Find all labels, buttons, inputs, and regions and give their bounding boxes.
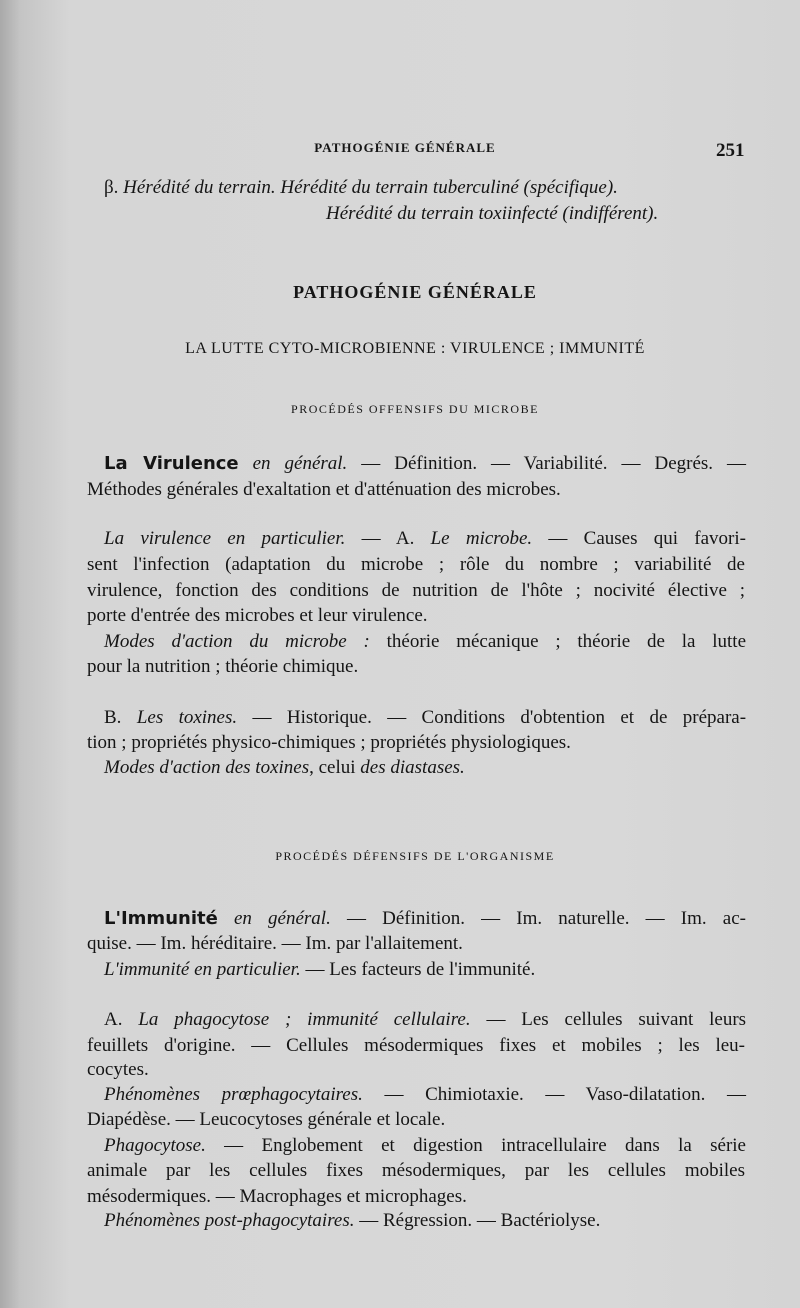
immunity-line-1: L'Immunité en général. — Définition. — Im. naturelle. — Im. ac-	[104, 908, 747, 929]
phagocytose-line-1: Phagocytose. — Englobement et digestion intracellulaire dans la série	[104, 1135, 746, 1156]
particular-line-1: La virulence en particulier. — A. Le microbe. — Causes qui favori-	[104, 528, 746, 549]
prephagocytic-line-1: Phénomènes prœphagocytaires. — Chimiotaxie. — Vaso-dilatation. —	[104, 1084, 747, 1105]
running-header: PATHOGÉNIE GÉNÉRALE	[314, 140, 496, 155]
phagocytosis-line-2: feuillets d'origine. — Cellules mésodermiques fixes et mobiles ; les leu-	[87, 1035, 745, 1056]
main-title: PATHOGÉNIE GÉNÉRALE	[293, 282, 537, 302]
phagocytose-line-3: mésodermiques. — Macrophages et microphages.	[87, 1186, 467, 1207]
immunity-line-2: quise. — Im. héréditaire. — Im. par l'allaitement.	[87, 933, 463, 954]
virulence-line-1: La Virulence en général. — Définition. — Variabilité. — Degrés. —	[104, 453, 747, 474]
phagocytosis-line-1: A. La phagocytose ; immunité cellulaire. — Les cellules suivant leurs	[104, 1009, 747, 1030]
intro-line-1: β. Hérédité du terrain. Hérédité du terrain tuberculiné (spécifique).	[104, 177, 618, 198]
modes-microbe-line-1: Modes d'action du microbe : théorie mécanique ; théorie de la lutte	[104, 631, 746, 652]
modes-microbe-line-2: pour la nutrition ; théorie chimique.	[87, 656, 359, 677]
particular-line-4: porte d'entrée des microbes et leur virulence.	[87, 605, 428, 626]
particular-line-2: sent l'infection (adaptation du microbe ; rôle du nombre ; variabilité de	[87, 554, 745, 575]
modes-toxins-line: Modes d'action des toxines, celui des diastases.	[104, 757, 465, 778]
phagocytose-line-2: animale par les cellules fixes mésodermiques, par les cellules mobiles	[87, 1160, 745, 1181]
section-heading-offensive: PROCÉDÉS OFFENSIFS DU MICROBE	[291, 402, 539, 416]
intro-line-2: Hérédité du terrain toxiinfecté (indifférent).	[326, 203, 659, 224]
postphagocytic-line: Phénomènes post-phagocytaires. — Régression. — Bactériolyse.	[104, 1210, 601, 1231]
immunity-particular-line: L'immunité en particulier. — Les facteurs de l'immunité.	[104, 959, 536, 980]
toxins-line-2: tion ; propriétés physico-chimiques ; propriétés physiologiques.	[87, 732, 571, 753]
virulence-line-2: Méthodes générales d'exaltation et d'atténuation des microbes.	[87, 479, 561, 500]
toxins-line-1: B. Les toxines. — Historique. — Conditions d'obtention et de prépara-	[104, 707, 747, 728]
page-number: 251	[716, 140, 745, 161]
phagocytosis-line-3: cocytes.	[87, 1059, 149, 1080]
particular-line-3: virulence, fonction des conditions de nutrition de l'hôte ; nocivité élective ;	[87, 580, 745, 601]
prephagocytic-line-2: Diapédèse. — Leucocytoses générale et locale.	[87, 1109, 446, 1130]
section-heading-defensive: PROCÉDÉS DÉFENSIFS DE L'ORGANISME	[275, 849, 555, 863]
main-subtitle: LA LUTTE CYTO-MICROBIENNE : VIRULENCE ; IMMUNITÉ	[185, 340, 645, 357]
